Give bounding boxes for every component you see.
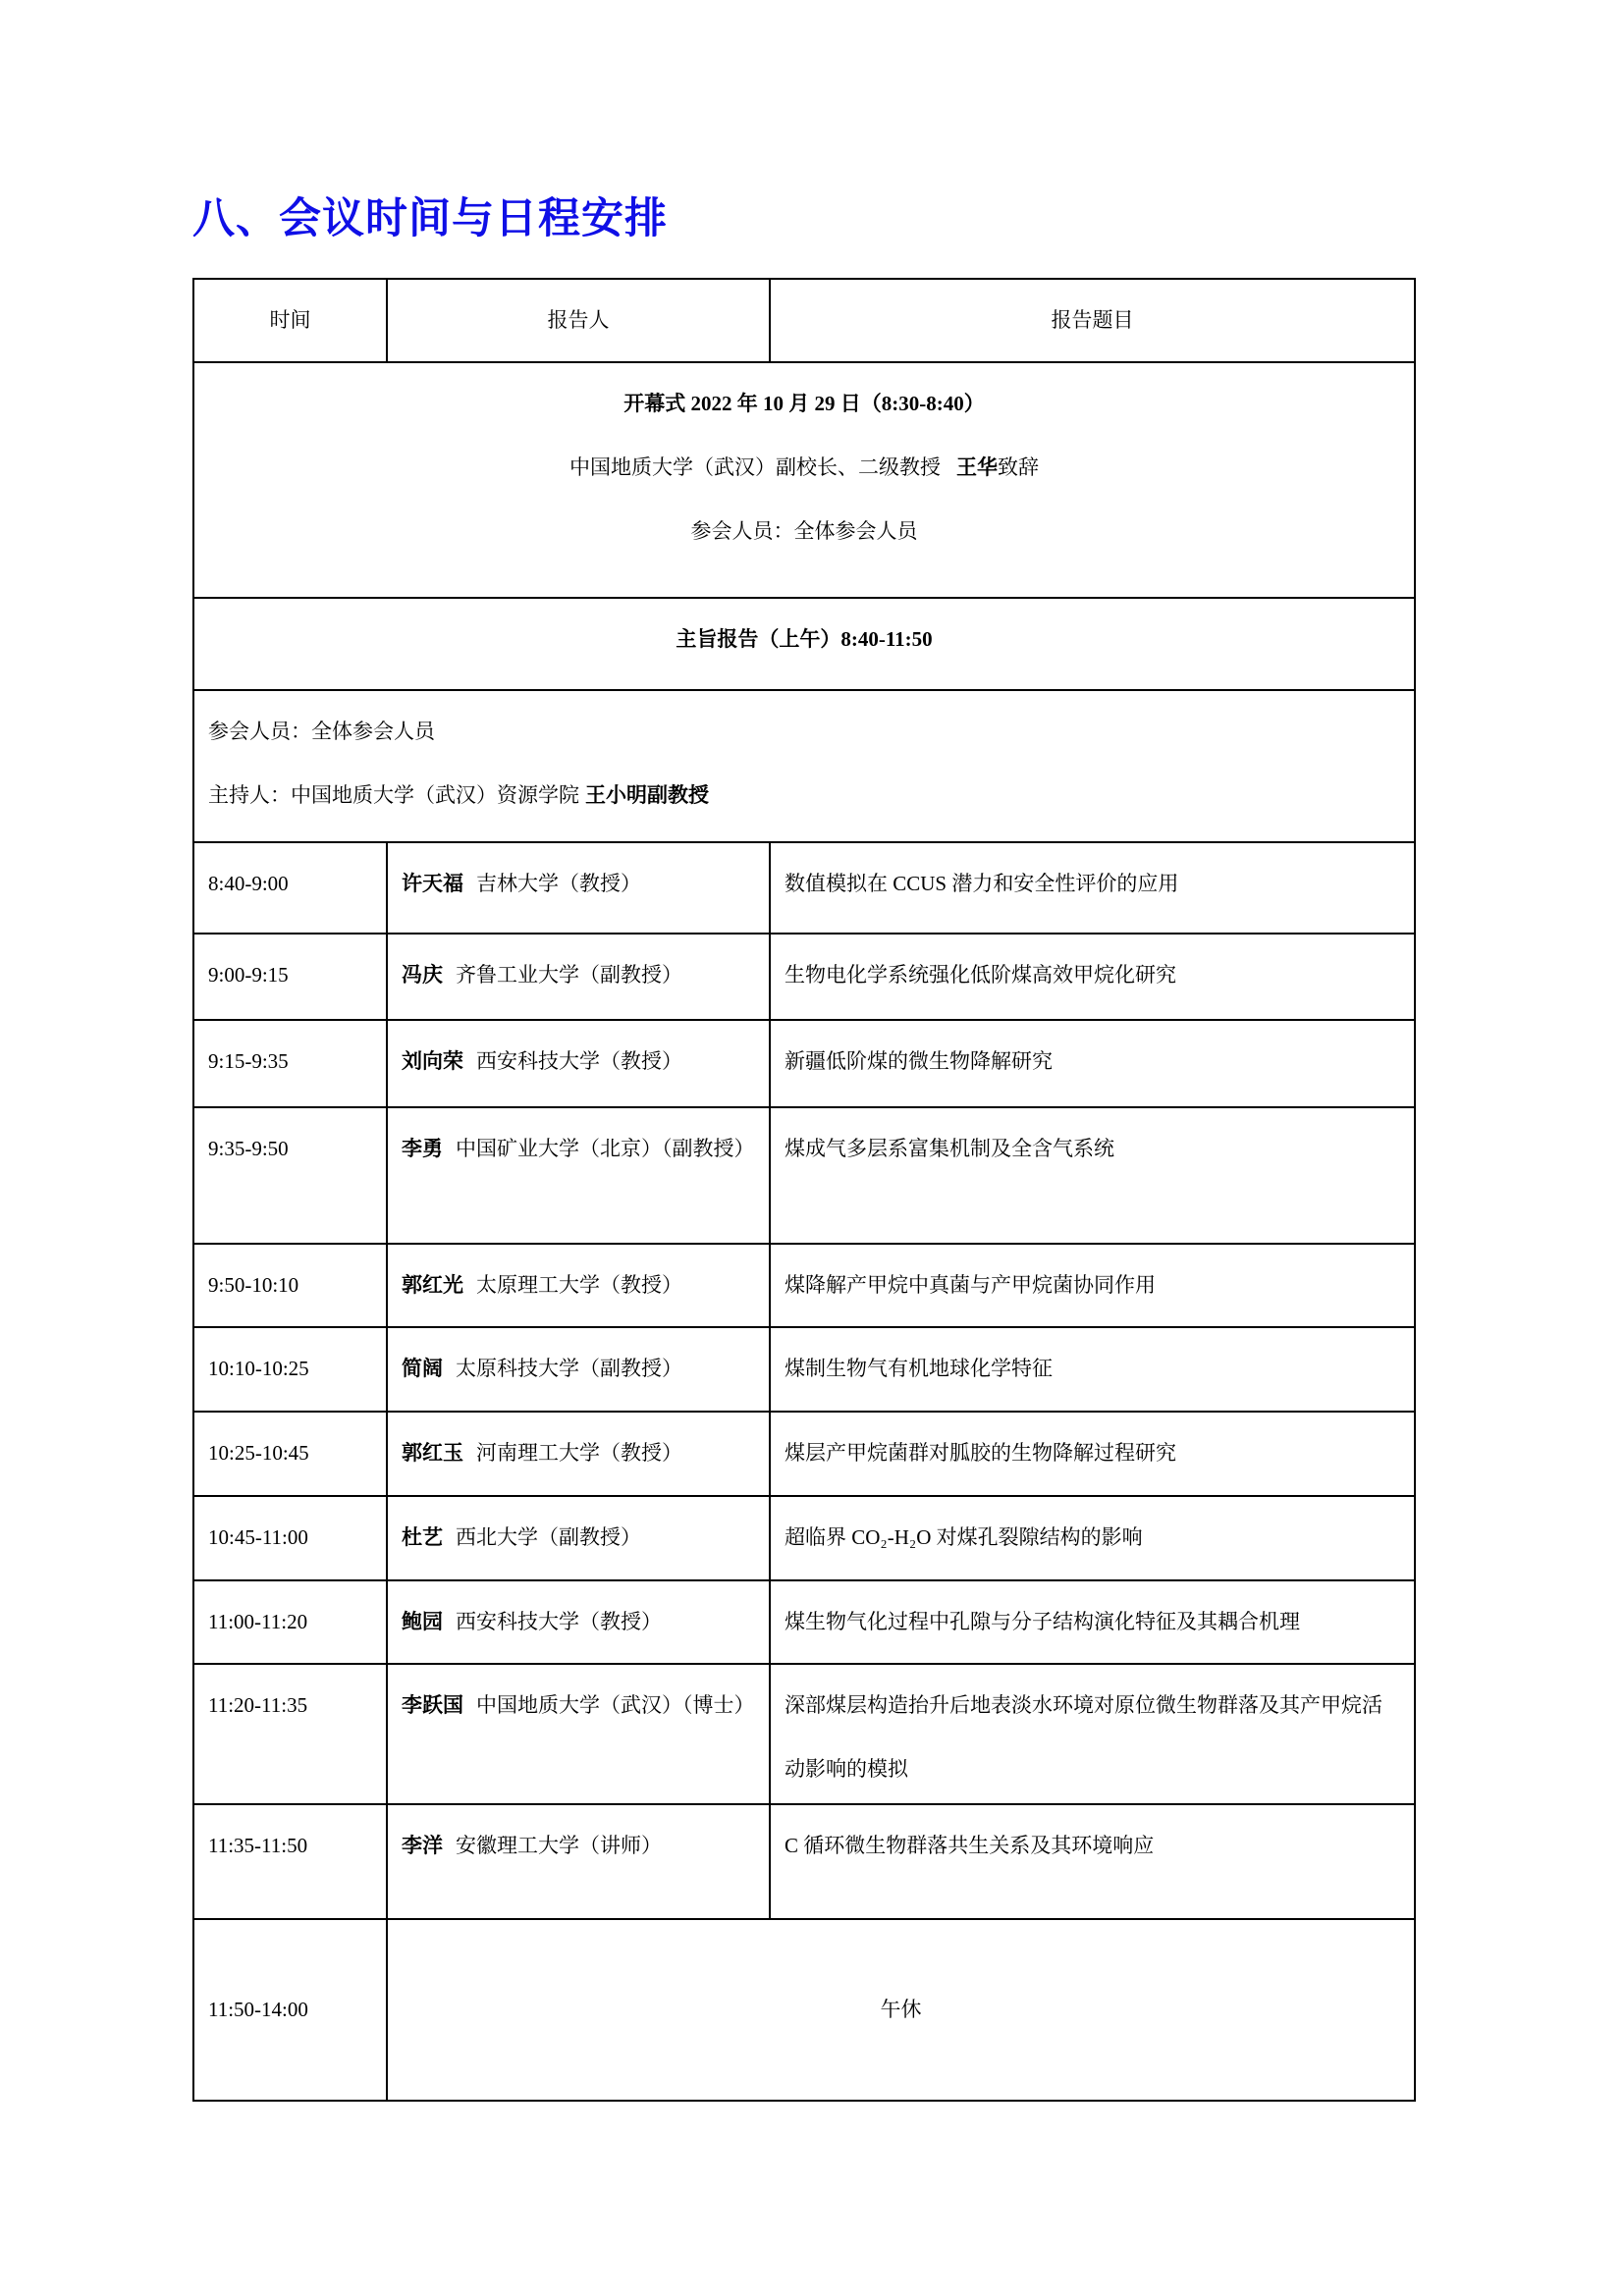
talk-speaker-cell bbox=[387, 842, 770, 934]
talk-time-cell: 9:35-9:50 bbox=[193, 1107, 387, 1244]
speaker-affiliation: 中国矿业大学（北京）（副教授） bbox=[456, 1137, 755, 1160]
talk-row bbox=[193, 1804, 1415, 1919]
talk-row bbox=[193, 1107, 1415, 1244]
opening-ceremony-row bbox=[193, 362, 1415, 598]
section-title: 八、会议时间与日程安排 bbox=[192, 196, 668, 242]
speaker-name: 简阔 bbox=[402, 1357, 443, 1380]
talk-speaker-cell bbox=[387, 1412, 770, 1496]
talk-title-cell: C 循环微生物群落共生关系及其环境响应 bbox=[770, 1804, 1415, 1919]
talk-time-cell: 9:00-9:15 bbox=[193, 934, 387, 1020]
table-header-row bbox=[193, 279, 1415, 362]
talk-speaker-cell bbox=[387, 1020, 770, 1107]
speaker-name: 郭红光 bbox=[402, 1273, 463, 1297]
header-time: 时间 bbox=[193, 279, 387, 362]
talk-time-cell: 11:00-11:20 bbox=[193, 1580, 387, 1664]
session-host-pre: 主持人：中国地质大学（武汉）资源学院 bbox=[208, 783, 579, 807]
session-host-name: 王小明副教授 bbox=[585, 783, 709, 807]
talk-speaker-cell bbox=[387, 1496, 770, 1580]
talk-speaker-cell bbox=[387, 1804, 770, 1919]
speaker-affiliation: 太原科技大学（副教授） bbox=[456, 1357, 682, 1380]
header-speaker: 报告人 bbox=[387, 279, 770, 362]
speaker-affiliation: 西安科技大学（教授） bbox=[456, 1610, 662, 1633]
talk-time-cell: 8:40-9:00 bbox=[193, 842, 387, 934]
speaker-affiliation: 齐鲁工业大学（副教授） bbox=[456, 963, 682, 987]
speaker-affiliation: 吉林大学（教授） bbox=[476, 872, 641, 895]
talk-title-cell: 煤制生物气有机地球化学特征 bbox=[770, 1327, 1415, 1412]
talk-row bbox=[193, 1412, 1415, 1496]
talk-speaker-cell bbox=[387, 1664, 770, 1804]
talk-speaker-cell bbox=[387, 1107, 770, 1244]
talk-time-cell: 11:20-11:35 bbox=[193, 1664, 387, 1804]
opening-participants-line: 参会人员：全体参会人员 bbox=[690, 519, 918, 543]
lunch-label-cell: 午休 bbox=[387, 1919, 1415, 2101]
talk-time-cell: 11:35-11:50 bbox=[193, 1804, 387, 1919]
keynote-header-text: 主旨报告（上午）8:40-11:50 bbox=[676, 627, 933, 651]
talk-title-cell: 煤降解产甲烷中真菌与产甲烷菌协同作用 bbox=[770, 1244, 1415, 1327]
talk-title-cell: 煤成气多层系富集机制及全含气系统 bbox=[770, 1107, 1415, 1244]
speaker-name: 李洋 bbox=[402, 1834, 443, 1857]
speaker-name: 冯庆 bbox=[402, 963, 443, 987]
talk-speaker-cell bbox=[387, 1327, 770, 1412]
talk-time-cell: 9:50-10:10 bbox=[193, 1244, 387, 1327]
talk-title-cell: 煤生物气化过程中孔隙与分子结构演化特征及其耦合机理 bbox=[770, 1580, 1415, 1664]
lunch-break-row bbox=[193, 1919, 1415, 2101]
talk-row bbox=[193, 1496, 1415, 1580]
keynote-header-row bbox=[193, 598, 1415, 690]
speaker-affiliation: 太原理工大学（教授） bbox=[476, 1273, 682, 1297]
talk-row bbox=[193, 934, 1415, 1020]
talk-title-cell: 生物电化学系统强化低阶煤高效甲烷化研究 bbox=[770, 934, 1415, 1020]
talk-row bbox=[193, 1580, 1415, 1664]
talk-time-cell: 10:10-10:25 bbox=[193, 1327, 387, 1412]
talk-row bbox=[193, 1327, 1415, 1412]
session-host-line bbox=[208, 764, 1400, 828]
keynote-header-cell bbox=[193, 598, 1415, 690]
talk-row bbox=[193, 1664, 1415, 1804]
speaker-name: 郭红玉 bbox=[402, 1441, 463, 1465]
speaker-affiliation: 西北大学（副教授） bbox=[456, 1525, 641, 1549]
lunch-time-cell: 11:50-14:00 bbox=[193, 1919, 387, 2101]
talk-row bbox=[193, 1020, 1415, 1107]
session-info-cell bbox=[193, 690, 1415, 842]
speaker-name: 刘向荣 bbox=[402, 1049, 463, 1073]
talk-time-cell: 10:25-10:45 bbox=[193, 1412, 387, 1496]
opening-speech-line bbox=[208, 436, 1400, 500]
speaker-affiliation: 安徽理工大学（讲师） bbox=[456, 1834, 662, 1857]
speaker-affiliation: 中国地质大学（武汉）（博士） bbox=[476, 1693, 755, 1717]
talk-speaker-cell bbox=[387, 934, 770, 1020]
talk-speaker-cell bbox=[387, 1580, 770, 1664]
talk-title-cell: 新疆低阶煤的微生物降解研究 bbox=[770, 1020, 1415, 1107]
opening-date-line bbox=[208, 372, 1400, 436]
talk-row bbox=[193, 1244, 1415, 1327]
speaker-affiliation: 河南理工大学（教授） bbox=[476, 1441, 682, 1465]
talk-speaker-cell bbox=[387, 1244, 770, 1327]
speaker-name: 李跃国 bbox=[402, 1693, 463, 1717]
opening-speech-name: 王华 bbox=[956, 455, 998, 479]
talk-title-cell: 煤层产甲烷菌群对胍胶的生物降解过程研究 bbox=[770, 1412, 1415, 1496]
opening-speech-post: 致辞 bbox=[998, 455, 1039, 479]
speaker-affiliation: 西安科技大学（教授） bbox=[476, 1049, 682, 1073]
header-title: 报告题目 bbox=[770, 279, 1415, 362]
speaker-name: 许天福 bbox=[402, 872, 463, 895]
opening-speech-pre: 中国地质大学（武汉）副校长、二级教授 bbox=[569, 455, 941, 479]
speaker-name: 杜艺 bbox=[402, 1525, 443, 1549]
speaker-name: 鲍园 bbox=[402, 1610, 443, 1633]
session-participants-line: 参会人员：全体参会人员 bbox=[208, 720, 435, 743]
talk-title-cell: 数值模拟在 CCUS 潜力和安全性评价的应用 bbox=[770, 842, 1415, 934]
schedule-table bbox=[192, 278, 1416, 2102]
talk-title-cell: 深部煤层构造抬升后地表淡水环境对原位微生物群落及其产甲烷活动影响的模拟 bbox=[770, 1664, 1415, 1804]
document-content bbox=[192, 196, 1414, 2102]
opening-ceremony-cell bbox=[193, 362, 1415, 598]
talk-time-cell: 9:15-9:35 bbox=[193, 1020, 387, 1107]
talk-title-cell: 超临界 CO₂-H₂O 对煤孔裂隙结构的影响 bbox=[770, 1496, 1415, 1580]
session-info-row bbox=[193, 690, 1415, 842]
talk-row bbox=[193, 842, 1415, 934]
talk-time-cell: 10:45-11:00 bbox=[193, 1496, 387, 1580]
opening-title-text: 开幕式 2022 年 10 月 29 日（8:30-8:40） bbox=[623, 392, 985, 415]
speaker-name: 李勇 bbox=[402, 1137, 443, 1160]
